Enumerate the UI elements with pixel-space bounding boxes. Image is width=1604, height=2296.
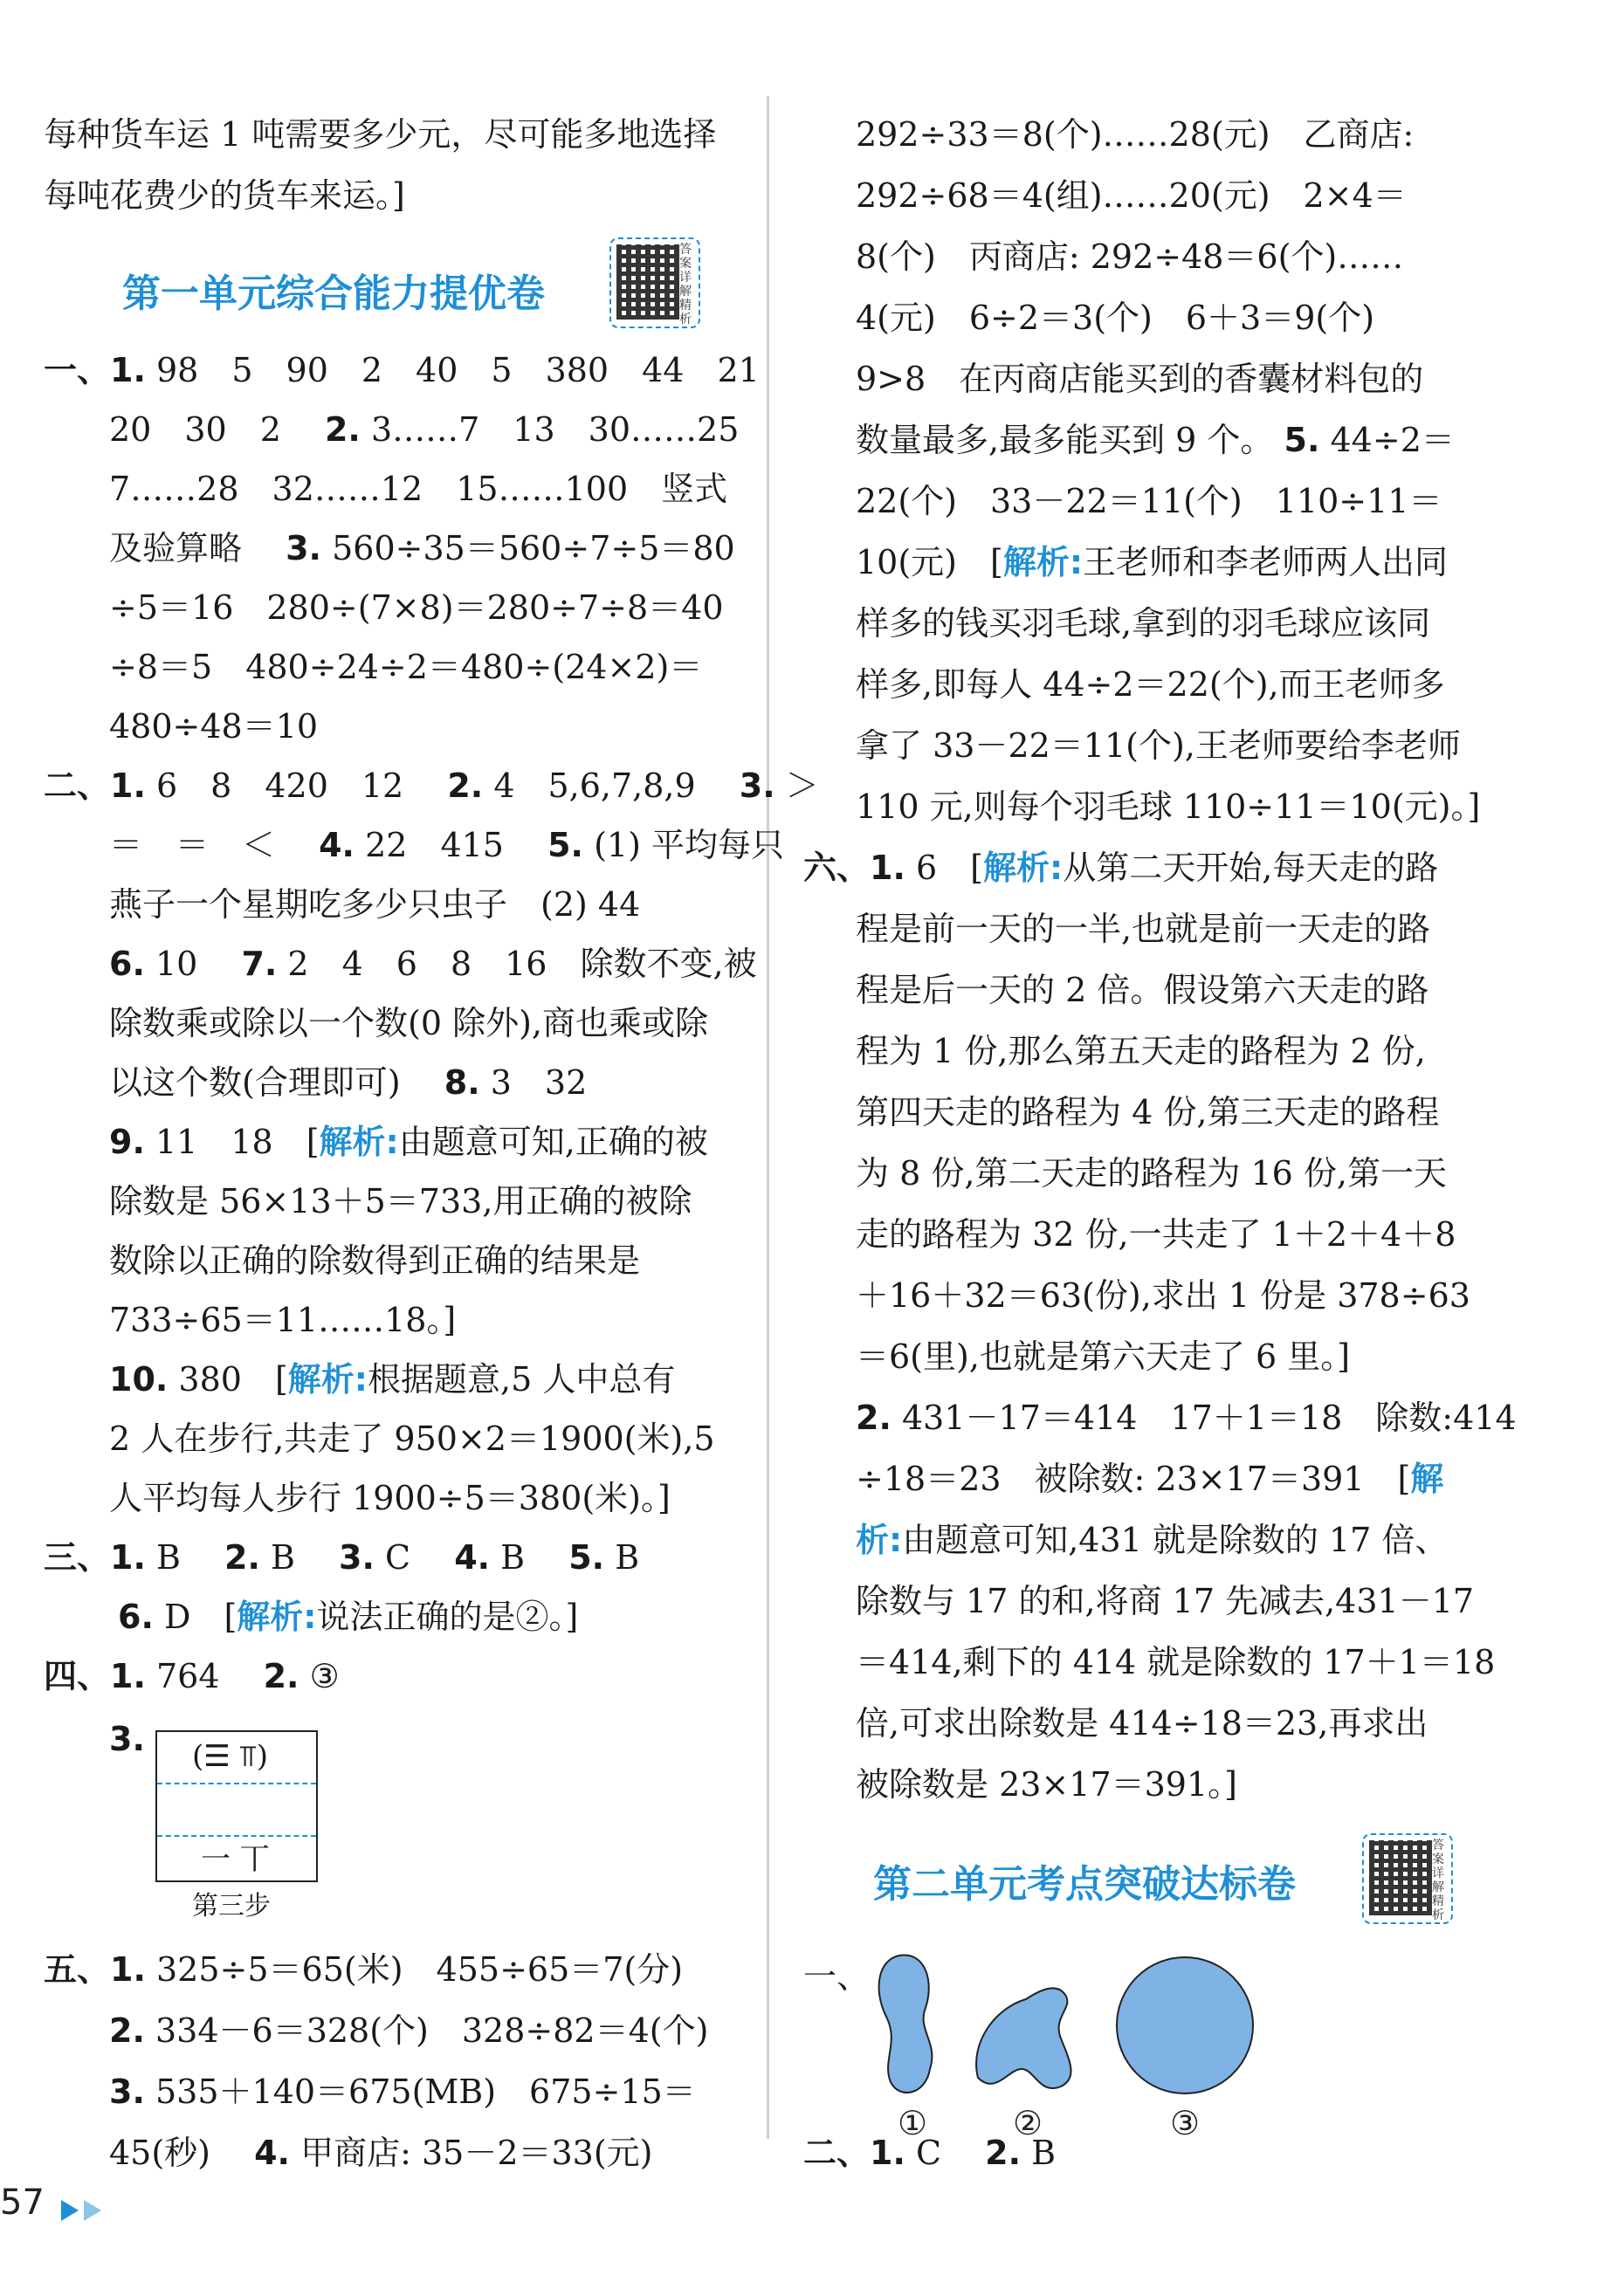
analysis-tag: 析: (856, 1521, 903, 1559)
abacus-diagram (155, 1730, 318, 1882)
analysis-tag: 解析: (237, 1598, 317, 1636)
answer-text: 由题意可知,正确的被 (398, 1123, 708, 1161)
question-number: 10. (109, 1360, 169, 1399)
analysis-tag: 解析: (287, 1360, 368, 1399)
answer-line (856, 419, 1455, 461)
answer-text: 20 30 2 (109, 410, 314, 449)
answer-text: D [ (163, 1598, 238, 1636)
analysis-tag: 解析: (983, 849, 1064, 887)
question-number: 二、1. (803, 2134, 905, 2172)
question-number: 三、1. (44, 1538, 146, 1577)
answer-line (109, 1358, 675, 1400)
answer-text: 由题意可知,431 就是除数的 17 倍、 (902, 1521, 1449, 1559)
answer-line (856, 1397, 1517, 1439)
question-number: 4. (254, 2134, 290, 2172)
qr-code[interactable] (1362, 1833, 1453, 1924)
answer-line: 22(个) 33－22＝11(个) 110÷11＝ (856, 482, 1442, 520)
answer-line: 110 元,则每个羽毛球 110÷11＝10(元)。] (856, 787, 1481, 826)
answer-line: 程为 1 份,那么第五天走的路程为 2 份, (856, 1032, 1426, 1070)
analysis-tag: 解 (1410, 1460, 1444, 1498)
answer-text: 根据题意,5 人中总有 (367, 1360, 676, 1399)
answer-line: 倍,可求出除数是 414÷18＝23,再求出 (856, 1704, 1428, 1743)
answer-line: 8(个) 丙商店: 292÷48＝6(个)…… (856, 237, 1404, 276)
answer-line: 燕子一个星期吃多少只虫子 (2) 44 (109, 885, 641, 924)
qr-label: 答案详解精析 (679, 243, 692, 327)
answer-text: 535＋140＝675(MB) 675÷15＝ (155, 2073, 696, 2111)
answer-text: 380 [ (178, 1360, 288, 1399)
diagram-caption: 第三步 (192, 1891, 271, 1921)
answer-text: 数量最多,最多能买到 9 个。 (856, 421, 1274, 459)
answer-line (109, 943, 757, 985)
answer-text: 4 5,6,7,8,9 (493, 766, 729, 805)
answer-text: 以这个数(合理即可) (109, 1063, 434, 1102)
answer-text: ③ (309, 1657, 340, 1695)
answer-line (109, 824, 784, 866)
question-number: 9. (109, 1123, 145, 1161)
question-number: 6. (118, 1598, 154, 1636)
answer-line: 走的路程为 32 份,一共走了 1＋2＋4＋8 (856, 1215, 1456, 1254)
answer-line: 为 8 份,第二天走的路程为 16 份,第一天 (856, 1154, 1448, 1193)
answer-line: ＝6(里),也就是第六天走了 6 里。] (856, 1337, 1351, 1376)
answer-line: 292÷68＝4(组)……20(元) 2×4＝ (856, 176, 1407, 215)
answer-line (109, 2010, 708, 2052)
section-title: 第一单元综合能力提优卷 (122, 272, 545, 316)
answer-line (856, 541, 1448, 583)
question-number: 4. (454, 1538, 491, 1577)
answer-line: 人平均每人步行 1900÷5＝380(米)。] (109, 1479, 671, 1517)
abacus-bottom-beads: 一 丅 (201, 1842, 270, 1877)
answer-text: 764 (155, 1657, 253, 1695)
question-number: 3. (339, 1538, 375, 1577)
answer-text: 王老师和李老师两人出同 (1083, 543, 1449, 581)
qr-label: 答案详解精析 (1432, 1839, 1444, 1922)
question-number: 3. (109, 1720, 145, 1758)
answer-line (109, 1062, 587, 1103)
answer-line (109, 1121, 708, 1163)
question-number: 2. (263, 1657, 299, 1695)
question-number: 4. (319, 826, 355, 864)
question-number: 3. (286, 529, 321, 567)
answer-text: 甲商店: 35－2＝33(元) (300, 2134, 653, 2172)
next-arrow-icon (84, 2200, 101, 2221)
abacus-top-beads: (☰ ⫪) (192, 1739, 269, 1774)
answer-line (109, 2132, 653, 2174)
answer-line: 程是后一天的 2 倍。假设第六天走的路 (856, 971, 1429, 1009)
answer-text: 22 415 (365, 826, 537, 864)
answer-text: 及验算略 (109, 529, 276, 567)
answer-text: C (915, 2134, 975, 2172)
answer-line: 7……28 32……12 15……100 竖式 (109, 470, 728, 508)
next-arrow-icon (61, 2200, 79, 2221)
question-number: 一、 (803, 1957, 871, 1996)
text-line: 每吨花费少的货车来运。] (44, 176, 405, 215)
answer-text: B (615, 1538, 640, 1577)
answer-line: 被除数是 23×17＝391。] (856, 1765, 1237, 1804)
answer-text: 10(元) [ (856, 543, 1003, 581)
answer-line (44, 1536, 639, 1578)
answer-text: B (271, 1538, 295, 1577)
answer-line: 9>8 在丙商店能买到的香囊材料包的 (856, 360, 1424, 398)
question-number: 2. (856, 1399, 891, 1437)
answer-line: 样多的钱买羽毛球,拿到的羽毛球应该同 (856, 604, 1431, 643)
qr-pattern-icon (1369, 1840, 1432, 1915)
answer-text: 45(秒) (109, 2134, 244, 2172)
section-title: 第二单元考点突破达标卷 (873, 1862, 1296, 1907)
answer-line: 292÷33＝8(个)……28(元) 乙商店: (856, 115, 1415, 154)
answer-text: C (385, 1538, 411, 1577)
analysis-tag: 解析: (1002, 543, 1084, 581)
answer-line (856, 1519, 1448, 1561)
question-number: 8. (444, 1063, 480, 1102)
analysis-tag: 解析: (319, 1123, 399, 1161)
shape-3 (1117, 1957, 1253, 2093)
answer-line: 除数与 17 的和,将商 17 先减去,431－17 (856, 1582, 1475, 1620)
qr-pattern-icon (616, 244, 679, 320)
answer-line (44, 349, 760, 391)
answer-text: 3……7 13 30……25 (370, 410, 740, 449)
answer-line (118, 1596, 578, 1638)
answer-line (109, 409, 739, 450)
question-number: 5. (547, 826, 583, 864)
answer-line (44, 765, 819, 807)
question-number: 2. (985, 2134, 1022, 2172)
question-number: 2. (447, 766, 484, 805)
question-number: 六、1. (803, 849, 905, 887)
answer-line (44, 1949, 683, 1990)
answer-text: 6 8 420 12 (155, 766, 437, 805)
answer-text: B (500, 1538, 526, 1577)
answer-line (109, 527, 735, 569)
answer-line: 程是前一天的一半,也就是前一天走的路 (856, 910, 1431, 948)
abacus-dash-line (157, 1783, 316, 1784)
answer-line (803, 2132, 1056, 2174)
answer-line (803, 847, 1438, 889)
qr-code[interactable] (609, 237, 700, 328)
shape-1 (879, 1956, 933, 2093)
answer-text: (1) 平均每只 (594, 826, 784, 864)
answer-line: ＝414,剩下的 414 就是除数的 17＋1＝18 (856, 1643, 1496, 1681)
question-number: 5. (568, 1538, 605, 1577)
answer-text: 431－17＝414 17＋1＝18 除数:414 (901, 1399, 1517, 1437)
answer-line (44, 1655, 340, 1697)
answer-text: 6 [ (915, 849, 983, 887)
question-number: 四、1. (44, 1657, 146, 1695)
page-number: 57 (0, 2183, 45, 2223)
answer-line: ÷8＝5 480÷24÷2＝480÷(24×2)＝ (109, 648, 703, 686)
answer-text: ＝ ＝ ＜ (109, 826, 309, 864)
question-number: 2. (224, 1538, 260, 1577)
question-number: 二、1. (44, 766, 146, 805)
answer-line: 除数是 56×13＋5＝733,用正确的被除 (109, 1182, 692, 1220)
question-number: 3. (109, 2073, 145, 2111)
answer-text: B (1031, 2134, 1057, 2172)
answer-line: 2 人在步行,共走了 950×2＝1900(米),5 (109, 1420, 715, 1458)
shape-label-1: ① (898, 2104, 928, 2142)
answer-text: ÷18＝23 被除数: 23×17＝391 [ (856, 1460, 1411, 1498)
answer-line: 数除以正确的除数得到正确的结果是 (109, 1241, 641, 1280)
column-divider (767, 96, 769, 2139)
answer-line: ÷5＝16 280÷(7×8)＝280÷7÷8＝40 (109, 588, 724, 627)
answer-text: 2 4 6 8 16 除数不变,被 (287, 945, 757, 983)
answer-text: 560÷35＝560÷7÷5＝80 (332, 529, 735, 567)
answer-line: ＋16＋32＝63(份),求出 1 份是 378÷63 (856, 1276, 1470, 1315)
text-line: 每种货车运 1 吨需要多少元，尽可能多地选择 (44, 115, 717, 154)
question-number: 2. (324, 410, 361, 449)
shape-label-3: ③ (1170, 2104, 1201, 2142)
shapes-figure (864, 1947, 1353, 2156)
shape-2 (976, 1988, 1070, 2088)
answer-text: ＞ (785, 766, 819, 805)
answer-line: 480÷48＝10 (109, 707, 319, 746)
answer-text: B (155, 1538, 181, 1577)
answer-text: 从第二天开始,每天走的路 (1063, 849, 1439, 887)
answer-line: 样多,即每人 44÷2＝22(个),而王老师多 (856, 665, 1445, 704)
answer-text: 10 (155, 945, 231, 983)
question-number: 7. (241, 945, 278, 983)
question-number: 五、1. (44, 1950, 146, 1989)
answer-line: 第四天走的路程为 4 份,第三天走的路程 (856, 1093, 1440, 1131)
answer-text: 98 5 90 2 40 5 380 44 21 (155, 351, 760, 389)
question-number: 5. (1284, 421, 1320, 459)
answer-line: 拿了 33－22＝11(个),王老师要给李老师 (856, 726, 1461, 765)
question-number: 3. (739, 766, 775, 805)
answer-text: 说法正确的是②。] (316, 1598, 579, 1636)
answer-text: 325÷5＝65(米) 455÷65＝7(分) (155, 1950, 684, 1989)
answer-line (109, 2071, 696, 2113)
question-number: 一、1. (44, 351, 146, 389)
answer-line: 4(元) 6÷2＝3(个) 6＋3＝9(个) (856, 299, 1375, 337)
question-number: 6. (109, 945, 145, 983)
answer-text: 334－6＝328(个) 328÷82＝4(个) (155, 2011, 709, 2050)
answer-line: 除数乘或除以一个数(0 除外),商也乘或除 (109, 1004, 708, 1042)
answer-line: 733÷65＝11……18。] (109, 1301, 457, 1339)
question-number: 2. (109, 2011, 145, 2050)
answer-text: 44÷2＝ (1330, 421, 1455, 459)
answer-text: 11 18 [ (155, 1123, 320, 1161)
answer-text: 3 32 (490, 1063, 588, 1102)
abacus-dash-line (157, 1835, 316, 1837)
answer-line (856, 1458, 1443, 1500)
shape-label-2: ② (1013, 2104, 1043, 2142)
